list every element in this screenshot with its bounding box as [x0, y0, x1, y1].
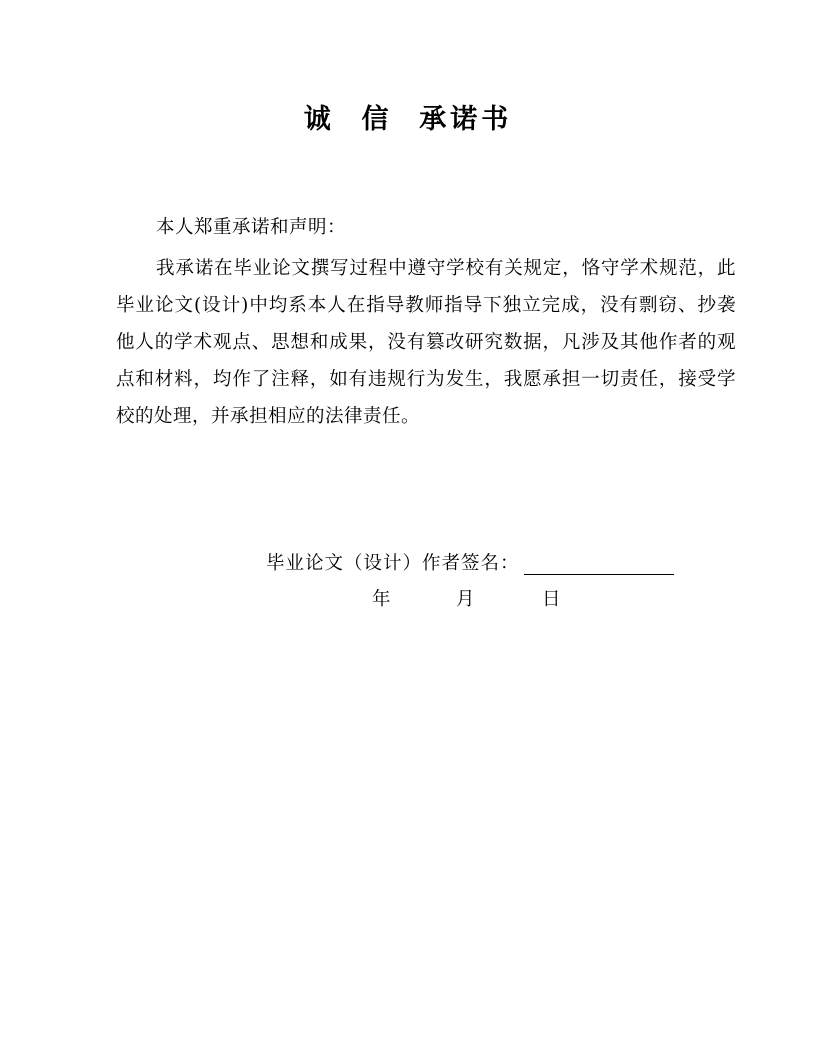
- signature-label: 毕业论文（设计）作者签名：: [266, 553, 520, 574]
- date-year-label: 年: [372, 589, 391, 610]
- pledge-body: 我承诺在毕业论文撰写过程中遵守学校有关规定，恪守学术规范，此毕业论文(设计)中均系本人在指导教师指导下独立完成，没有剽窃、抄袭他人的学术观点、思想和成果，没有篡改研究数据，凡涉及其他作者的观点和材料，均作了注释，如有违规行为发生，我愿承担一切责任，接受学校的处理，并承担相应的法律责任。: [116, 258, 736, 427]
- signature-field[interactable]: [524, 548, 674, 575]
- date-day-label: 日: [542, 589, 561, 610]
- date-month-label: 月: [456, 589, 475, 610]
- document-title: 诚 信 承诺书: [303, 104, 513, 135]
- signature-line: [266, 543, 674, 575]
- intro-statement: 本人郑重承诺和声明：: [156, 217, 347, 238]
